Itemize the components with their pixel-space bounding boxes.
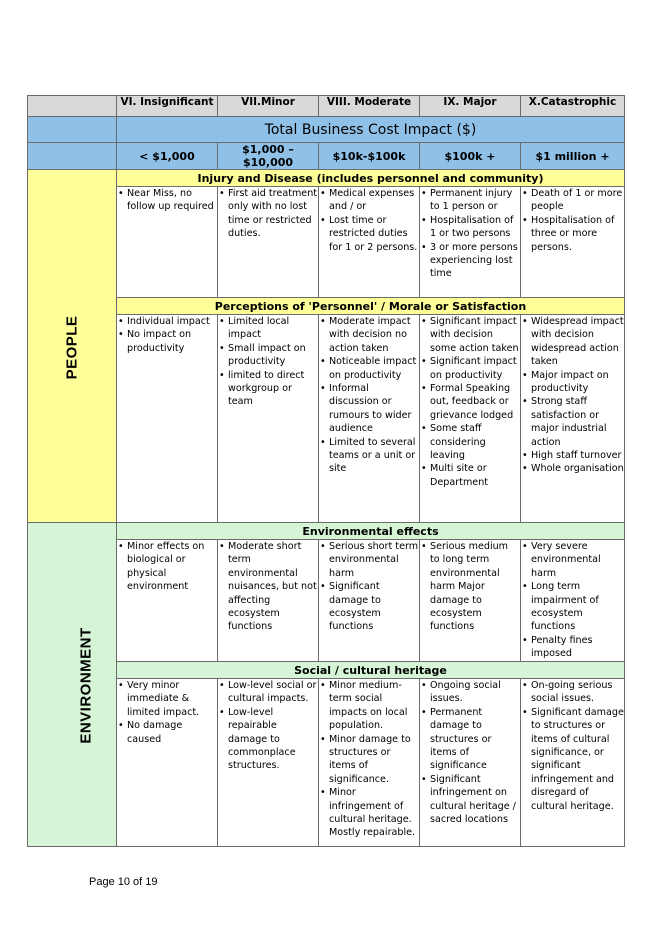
heritage-major	[420, 679, 521, 847]
bullet-item: • Lost time or restricted duties for 1 or 2 persons.	[319, 214, 419, 254]
effects-row	[28, 540, 625, 662]
bullet-item: • Significant damage to ecosystem functions	[319, 580, 419, 634]
bullet-item: • Significant impact with decision some action taken	[420, 315, 520, 355]
cost-row	[28, 143, 625, 170]
bullet-item: • First aid treatment only with no lost time or restricted duties.	[218, 187, 318, 241]
heritage-row	[28, 679, 625, 847]
bullet-item: • Minor medium-term social impacts on local population.	[319, 679, 419, 733]
people-section-label	[28, 170, 117, 523]
bullet-item: • Moderate short term environmental nuisances, but not affecting ecosystem functions	[218, 540, 318, 634]
bullet-item: • Permanent injury to 1 person or	[420, 187, 520, 214]
bullet-item: • No damage caused	[117, 719, 217, 746]
cost-moderate: $10k-$100k	[319, 143, 420, 170]
risk-consequence-matrix	[27, 95, 625, 847]
bullet-item: • Long term impairment of ecosystem functions	[521, 580, 624, 634]
perceptions-insignificant	[117, 315, 218, 523]
injury-heading: Injury and Disease (includes personnel and community)	[117, 170, 625, 187]
bullet-item: • Very severe environmental harm	[521, 540, 624, 580]
bullet-item: • Individual impact	[117, 315, 217, 328]
perceptions-row	[28, 315, 625, 523]
bullet-item: • Serious short term environmental harm	[319, 540, 419, 580]
bullet-item: • Death of 1 or more people	[521, 187, 624, 214]
bullet-item: • Noticeable impact on productivity	[319, 355, 419, 382]
bullet-item: • Some staff considering leaving	[420, 422, 520, 462]
cost-insignificant: < $1,000	[117, 143, 218, 170]
bullet-item: • Low-level repairable damage to commonplace structures.	[218, 706, 318, 773]
cost-minor: $1,000 – $10,000	[218, 143, 319, 170]
effects-catastrophic	[521, 540, 625, 662]
bullet-item: • Major impact on productivity	[521, 369, 624, 396]
bullet-item: • Significant infringement on cultural heritage / sacred locations	[420, 773, 520, 827]
bullet-item: • Moderate impact with decision no action taken	[319, 315, 419, 355]
header-moderate: VIII. Moderate	[319, 96, 420, 117]
perceptions-moderate	[319, 315, 420, 523]
bullet-item: • Minor effects on biological or physical environment	[117, 540, 217, 594]
bullet-item: • Serious medium to long term environmental harm Major damage to ecosystem functions	[420, 540, 520, 634]
heritage-insignificant	[117, 679, 218, 847]
heritage-minor	[218, 679, 319, 847]
bullet-item: • Informal discussion or rumours to wider audience	[319, 382, 419, 436]
effects-minor	[218, 540, 319, 662]
header-catastrophic: X.Catastrophic	[521, 96, 625, 117]
bullet-item: • Multi site or Department	[420, 462, 520, 489]
header-row	[28, 96, 625, 117]
effects-major	[420, 540, 521, 662]
title-row	[28, 117, 625, 143]
bullet-item: • On-going serious social issues.	[521, 679, 624, 706]
effects-heading: Environmental effects	[117, 523, 625, 540]
bullet-item: • Significant impact on productivity	[420, 355, 520, 382]
effects-moderate	[319, 540, 420, 662]
bullet-item: • Whole organisation	[521, 462, 624, 475]
bullet-item: • Limited local impact	[218, 315, 318, 342]
bullet-item: • 3 or more persons experiencing lost time	[420, 241, 520, 281]
injury-insignificant	[117, 187, 218, 298]
environment-label: ENVIRONMENT	[77, 627, 95, 744]
bullet-item: • Penalty fines imposed	[521, 634, 624, 661]
bullet-item: • Near Miss, no follow up required	[117, 187, 217, 214]
effects-insignificant	[117, 540, 218, 662]
bullet-item: • Ongoing social issues.	[420, 679, 520, 706]
bullet-item: • Limited to several teams or a unit or site	[319, 436, 419, 476]
bullet-item: • Low-level social or cultural impacts.	[218, 679, 318, 706]
injury-major	[420, 187, 521, 298]
cost-spacer	[28, 143, 117, 170]
cost-catastrophic: $1 million +	[521, 143, 625, 170]
heritage-heading-row	[28, 662, 625, 679]
bullet-item: • limited to direct workgroup or team	[218, 369, 318, 409]
perceptions-major	[420, 315, 521, 523]
title-spacer	[28, 117, 117, 143]
injury-moderate	[319, 187, 420, 298]
heritage-heading: Social / cultural heritage	[117, 662, 625, 679]
effects-heading-row	[28, 523, 625, 540]
header-major: IX. Major	[420, 96, 521, 117]
bullet-item: • Formal Speaking out, feedback or grievance lodged	[420, 382, 520, 422]
bullet-item: • No impact on productivity	[117, 328, 217, 355]
table-title: Total Business Cost Impact ($)	[117, 117, 625, 143]
bullet-item: • Medical expenses and / or	[319, 187, 419, 214]
bullet-item: • Minor damage to structures or items of significance.	[319, 733, 419, 787]
perceptions-catastrophic	[521, 315, 625, 523]
header-empty-cell	[28, 96, 117, 117]
bullet-item: • Hospitalisation of 1 or two persons	[420, 214, 520, 241]
injury-row	[28, 187, 625, 298]
environment-section-label	[28, 523, 117, 847]
bullet-item: • Strong staff satisfaction or major industrial action	[521, 395, 624, 449]
bullet-item: • High staff turnover	[521, 449, 624, 462]
bullet-item: • Minor infringement of cultural heritage. Mostly repairable.	[319, 786, 419, 840]
heritage-catastrophic	[521, 679, 625, 847]
bullet-item: • Widespread impact with decision widespread action taken	[521, 315, 624, 369]
bullet-item: • Very minor immediate & limited impact.	[117, 679, 217, 719]
bullet-item: • Hospitalisation of three or more persons.	[521, 214, 624, 254]
bullet-item: • Permanent damage to structures or items of significance	[420, 706, 520, 773]
people-label: PEOPLE	[63, 315, 81, 379]
heritage-moderate	[319, 679, 420, 847]
perceptions-heading-row	[28, 298, 625, 315]
injury-catastrophic	[521, 187, 625, 298]
page-number: Page 10 of 19	[89, 876, 158, 888]
injury-minor	[218, 187, 319, 298]
header-insignificant: VI. Insignificant	[117, 96, 218, 117]
injury-heading-row	[28, 170, 625, 187]
header-minor: VII.Minor	[218, 96, 319, 117]
perceptions-heading: Perceptions of 'Personnel' / Morale or Satisfaction	[117, 298, 625, 315]
cost-major: $100k +	[420, 143, 521, 170]
perceptions-minor	[218, 315, 319, 523]
bullet-item: • Significant damage to structures or items of cultural significance, or significant infringement and disregard of cultural heritage.	[521, 706, 624, 813]
bullet-item: • Small impact on productivity	[218, 342, 318, 369]
